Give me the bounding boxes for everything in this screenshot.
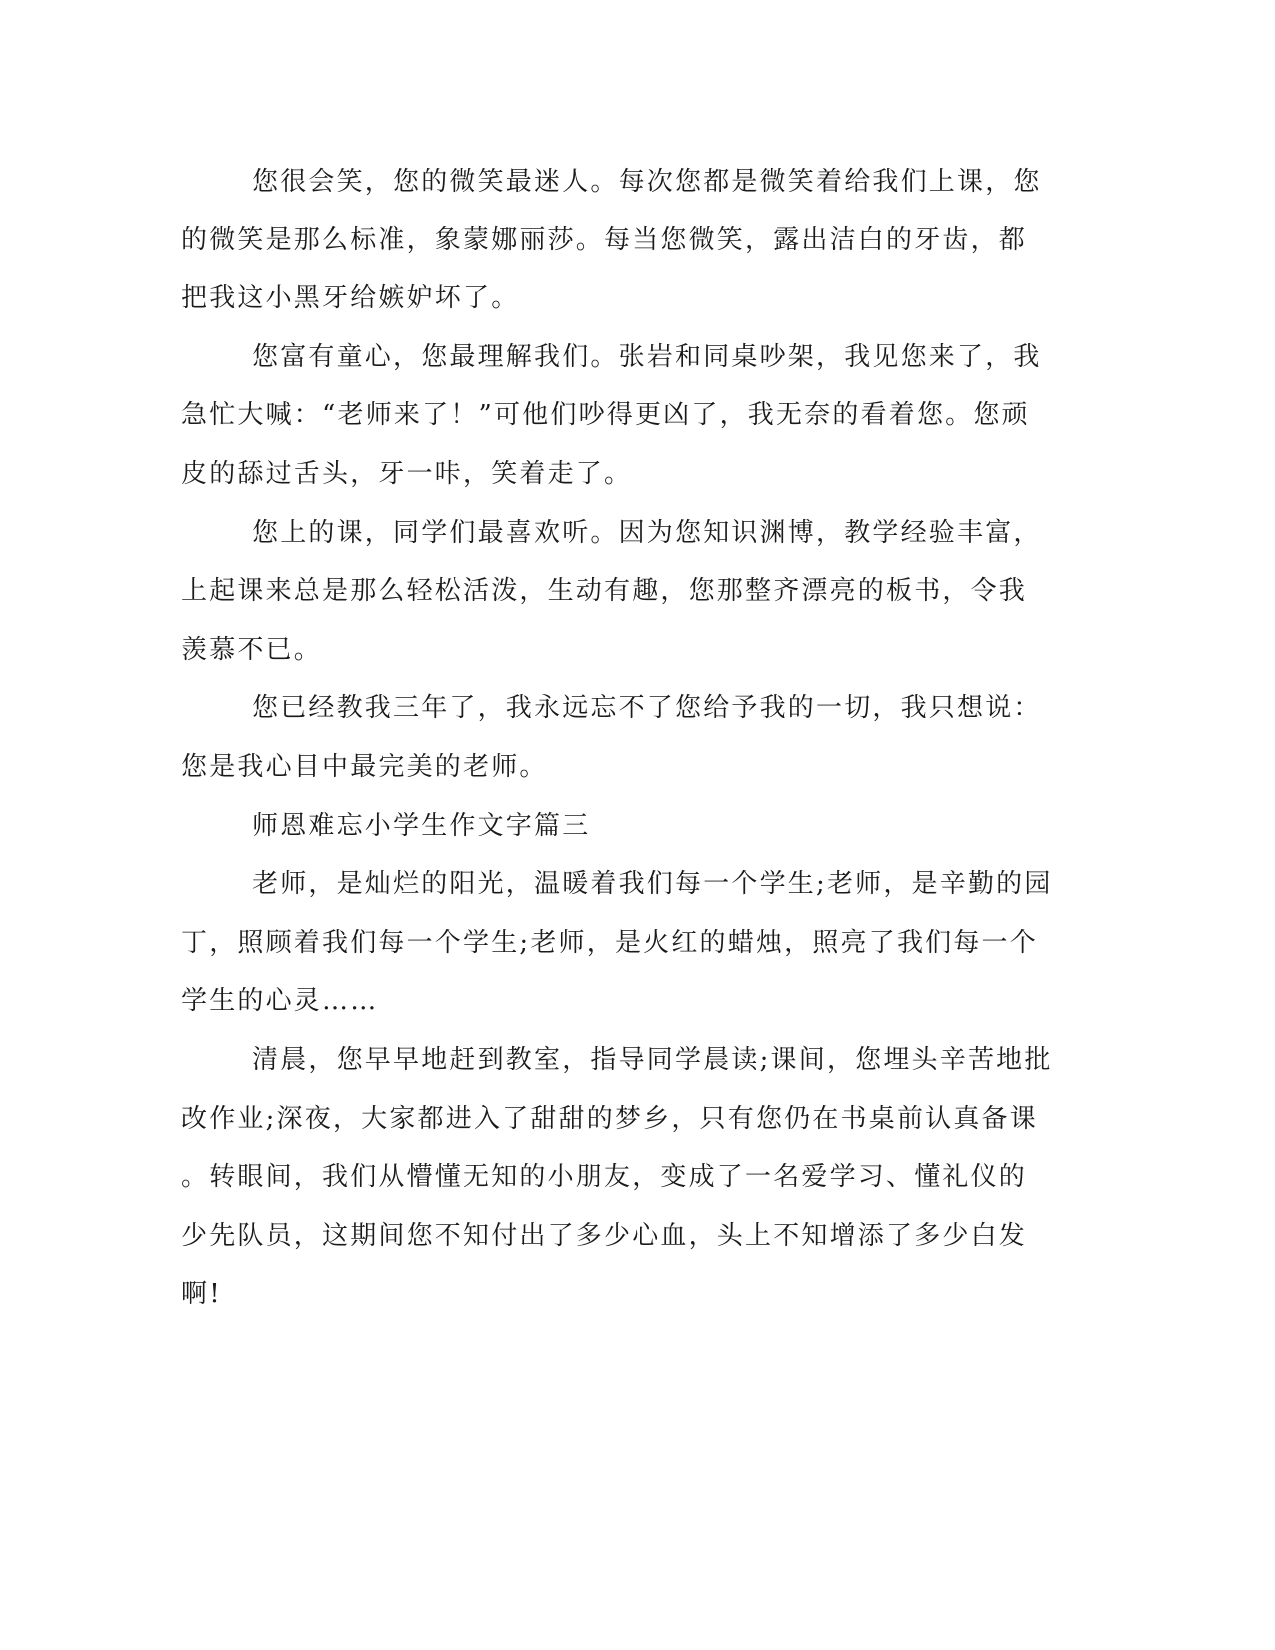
paragraph-line: 少先队员，这期间您不知付出了多少心血，头上不知增添了多少白发 [181, 1221, 1028, 1251]
paragraph-line: 您已经教我三年了，我永远忘不了您给予我的一切，我只想说： [252, 693, 1042, 723]
paragraph-line: 急忙大喊：“老师来了！”可他们吵得更凶了，我无奈的看着您。您顽 [181, 400, 1030, 430]
paragraph-line: 您是我心目中最完美的老师。 [181, 752, 548, 782]
paragraph-line: 啊! [181, 1279, 222, 1309]
paragraph-line: 。转眼间，我们从懵懂无知的小朋友，变成了一名爱学习、懂礼仪的 [181, 1162, 1028, 1192]
paragraph-line: 您富有童心，您最理解我们。张岩和同桌吵架，我见您来了，我 [252, 342, 1042, 372]
paragraph-line: 老师，是灿烂的阳光，温暖着我们每一个学生;老师，是辛勤的园 [252, 869, 1053, 899]
paragraph-line: 您上的课，同学们最喜欢听。因为您知识渊博，教学经验丰富， [252, 518, 1042, 548]
paragraph-line: 您很会笑，您的微笑最迷人。每次您都是微笑着给我们上课，您 [252, 167, 1042, 197]
paragraph-line: 的微笑是那么标准，象蒙娜丽莎。每当您微笑，露出洁白的牙齿，都 [181, 225, 1028, 255]
paragraph-line: 改作业;深夜，大家都进入了甜甜的梦乡，只有您仍在书桌前认真备课 [181, 1104, 1038, 1134]
paragraph-line: 羡慕不已。 [181, 635, 323, 665]
paragraph-line: 学生的心灵…… [181, 986, 379, 1016]
section-heading: 师恩难忘小学生作文字篇三 [252, 811, 591, 841]
paragraph-line: 丁，照顾着我们每一个学生;老师，是火红的蜡烛，照亮了我们每一个 [181, 928, 1038, 958]
paragraph-line: 把我这小黑牙给嫉妒坏了。 [181, 283, 520, 313]
paragraph-line: 皮的舔过舌头，牙一咔，笑着走了。 [181, 459, 633, 489]
paragraph-line: 清晨，您早早地赶到教室，指导同学晨读;课间，您埋头辛苦地批 [252, 1045, 1053, 1075]
paragraph-line: 上起课来总是那么轻松活泼，生动有趣，您那整齐漂亮的板书，令我 [181, 576, 1028, 606]
